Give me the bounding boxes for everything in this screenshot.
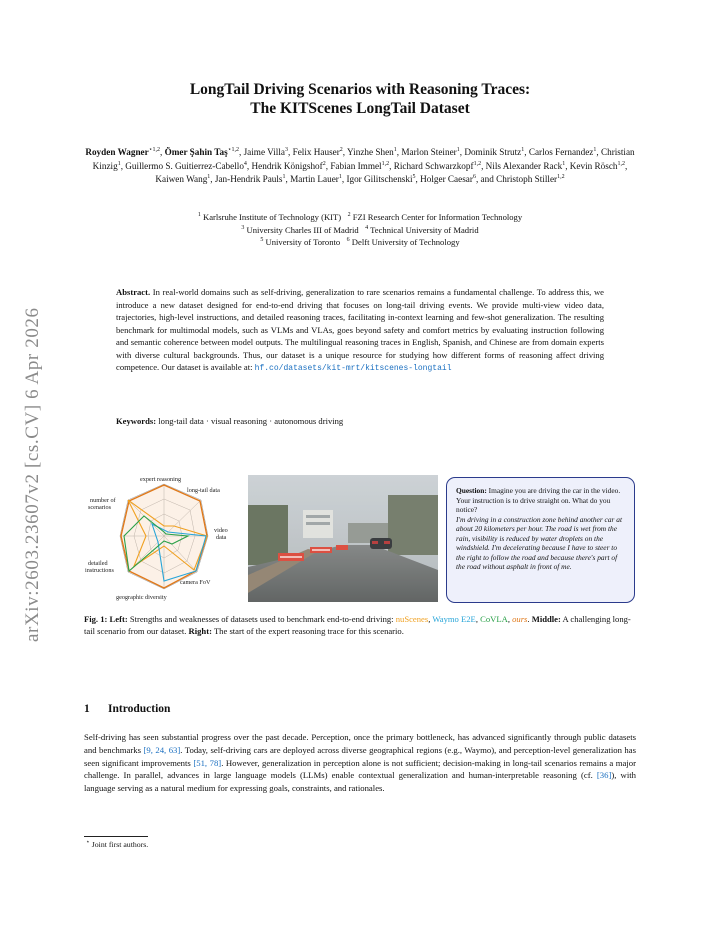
author-name: Richard Schwarzkopf$^{1,2}$: [393, 160, 482, 171]
abstract-text: In real-world domains such as self-driving, generalization to rare scenarios remains a fundamental challenge. To address this, we introduce a new dataset designed for end-to-end driving that focuses on long-tail driving events. We provide multi-view video data, trajectories, high-level instructions, and detailed reasoning traces, facilitating in-context learning and few-shot generalization. The resulting benchmark for multimodal models, such as VLMs and VLAs, goes beyond safety and comfort metrics by evaluating instruction following and semantic coherence between model outputs. The multilingual reasoning traces in English, Spanish, and Chinese are from domain experts with diverse cultural backgrounds. Thus, our dataset is a unique resource for studying how different forms of reasoning affect driving competence. Our dataset is available at:: [116, 287, 604, 372]
author-name: Royden Wagner$^{⋆1,2}$: [85, 146, 160, 157]
affiliation-2: FZI Research Center for Information Technology: [352, 212, 523, 222]
caption-left-label: Left:: [109, 614, 128, 624]
section-title: Introduction: [108, 703, 171, 715]
author-name: Jan-Hendrik Pauls$^1$: [214, 174, 286, 185]
caption-text-3: The start of the expert reasoning trace for this scenario.: [213, 626, 404, 637]
affiliation-1: Karlsruhe Institute of Technology (KIT): [203, 212, 342, 222]
abstract: [116, 286, 604, 376]
radar-label-video-1: video: [214, 527, 228, 534]
radar-chart: [84, 476, 244, 602]
caption-text-1: Strengths and weaknesses of datasets used to benchmark end-to-end driving:: [129, 614, 394, 624]
figure-caption: Fig. 1: Left: Strengths and weaknesses of datasets used to benchmark end-to-end driving: nuScenes, Waymo E2E, CoVLA, ours. Middle: A challenging long-tail scenario from our dataset. Right: The start of the expert reasoning trace for this scenario.: [84, 614, 631, 637]
author-name: Dominik Strutz$^1$: [464, 146, 525, 157]
author-name: Christian Kinzig$^1$: [92, 147, 635, 171]
keywords-text: long-tail data · visual reasoning · autonomous driving: [158, 416, 344, 426]
legend-nuscenes: nuScenes: [395, 614, 429, 624]
author-name: Holger Caesar$^6$: [420, 174, 476, 185]
arxiv-stamp: arXiv:2603.23607v2 [cs.CV] 6 Apr 2026: [22, 307, 43, 642]
dataset-link[interactable]: hf.co/datasets/kit-mrt/kitscenes-longtail: [254, 364, 452, 373]
author-name: Marlon Steiner$^1$: [401, 146, 460, 157]
section-heading: [84, 703, 170, 715]
section-number: 1: [84, 703, 90, 715]
affiliations: $^1$ Karlsruhe Institute of Technology (KIT) $^2$ FZI Research Center for Information Technology $^3$ University Charles III of Madrid $^4$ Technical University of Madrid $^5$ University of Toronto $^6$ Delft University of Technology: [197, 212, 523, 247]
question-text: Imagine you are driving the car in the video. Your instruction is to drive straight on. What do you notice?: [456, 486, 621, 514]
author-name: Igor Gilitschenski$^5$: [346, 174, 416, 185]
radar-label-geo: geographic diversity: [116, 594, 167, 601]
reasoning-trace-box: [446, 477, 635, 603]
citation-3[interactable]: [36]: [596, 770, 612, 781]
author-name: Hendrik Königshof$^2$: [251, 160, 326, 171]
intro-paragraph: [84, 731, 636, 795]
keywords: [116, 415, 604, 428]
footnote-rule: [84, 836, 148, 837]
author-name: Martin Lauer$^1$: [290, 174, 342, 185]
author-name: Christoph Stiller$^{1,2}$: [496, 174, 565, 185]
radar-label-instructions-2: instructions: [85, 567, 114, 574]
footnote-text: Joint first authors.: [91, 840, 149, 849]
author-name: Kevin Rösch$^{1,2}$: [569, 160, 626, 171]
radar-label-expert: expert reasoning: [140, 476, 182, 483]
paper-title: [100, 80, 620, 118]
scenario-image: [248, 475, 438, 602]
affiliation-4: Technical University of Madrid: [370, 224, 479, 235]
legend-covla: CoVLA: [480, 614, 508, 624]
answer-text: I'm driving in a construction zone behind another car at about 20 kilometers per hour. The road is wet from the rain, visibility is reduced by water droplets on the windshield. I'm decelerating because I have to steer to the right to follow the road and because there's part of the road without asphalt in front of me.: [456, 514, 623, 571]
intro-text-4: ), with language serving as a natural medium for expressing goals, constraints, and rationales.: [84, 770, 637, 794]
intro-text-2: . Today, self-driving cars are deployed across diverse geographical regions (e.g., Waymo), and perception-level generalization has seen significant improvements: [84, 744, 636, 768]
citation-1[interactable]: [9, 24, 63]: [143, 744, 181, 755]
author-name: Yinzhe Shen$^1$: [347, 146, 397, 157]
radar-label-camera: camera FoV: [180, 579, 211, 586]
caption-right-label: Right:: [188, 626, 212, 637]
affiliation-3: University Charles III of Madrid: [246, 224, 359, 235]
author-name: Fabian Immel$^{1,2}$: [330, 160, 390, 171]
radar-label-video-2: data: [216, 534, 227, 541]
radar-label-scenarios-1: number of: [90, 497, 116, 504]
author-name: Carlos Fernandez$^1$: [528, 146, 597, 157]
affiliation-5: University of Toronto: [265, 237, 341, 247]
author-name: Nils Alexander Rack$^1$: [485, 160, 566, 171]
legend-ours: ours: [512, 614, 528, 624]
author-name: Kaiwen Wang$^1$: [155, 174, 211, 185]
keywords-label: Keywords:: [116, 416, 157, 426]
radar-label-longtail: long-tail data: [187, 487, 220, 494]
radar-label-scenarios-2: scenarios: [88, 504, 112, 511]
series-ours: [121, 485, 207, 588]
radar-label-instructions-1: detailed: [88, 560, 108, 567]
title-line-2: The KITScenes LongTail Dataset: [250, 100, 470, 117]
caption-fig-label: Fig. 1:: [84, 614, 108, 624]
abstract-label: Abstract.: [116, 287, 151, 297]
footnote: [86, 840, 148, 849]
legend-waymo: Waymo E2E: [432, 614, 476, 624]
intro-text-3: . However, generalization in perception alone is not sufficient; decision-making in long-tail scenarios remains a major challenge. In parallel, advances in large language models (LLMs) enable contextual generalization and human-interpretable reasoning (cf.: [84, 757, 637, 781]
footnote-mark: ⋆: [86, 839, 90, 846]
caption-text-2: A challenging long-tail scenario from our dataset.: [84, 614, 631, 637]
author-name: Guillermo S. Guitierrez-Cabello$^4$: [125, 160, 247, 171]
author-name: Jaime Villa$^3$: [243, 146, 288, 157]
author-name: Felix Hauser$^2$: [292, 146, 343, 157]
caption-middle-label: Middle:: [531, 614, 561, 624]
intro-text-1: Self-driving has seen substantial progress over the past decade. Perception, once the primary bottleneck, has advanced significantly through public datasets and benchmarks: [84, 732, 636, 755]
author-list: Royden Wagner$^{⋆1,2}$, Ömer Şahin Taş$^{⋆1,2}$, Jaime Villa$^3$, Felix Hauser$^2$, Yinzhe Shen$^1$, Marlon Steiner$^1$, Dominik Strutz$^1$, Carlos Fernandez$^1$, Christian Kinzig$^1$, Guillermo S. Guitierrez-Cabello$^4$, Hendrik Königshof$^2$, Fabian Immel$^{1,2}$, Richard Schwarzkopf$^{1,2}$, Nils Alexander Rack$^1$, Kevin Rösch$^{1,2}$, Kaiwen Wang$^1$, Jan-Hendrik Pauls$^1$, Martin Lauer$^1$, Igor Gilitschenski$^5$, Holger Caesar$^6$, and Christoph Stiller$^{1,2}$: [85, 146, 635, 185]
title-line-1: LongTail Driving Scenarios with Reasoning Traces:: [189, 81, 531, 98]
question-label: Question:: [456, 486, 487, 495]
affiliation-6: Delft University of Technology: [351, 237, 460, 247]
author-name: Ömer Şahin Taş$^{⋆1,2}$: [164, 146, 239, 157]
citation-2[interactable]: [51, 78]: [193, 757, 222, 768]
